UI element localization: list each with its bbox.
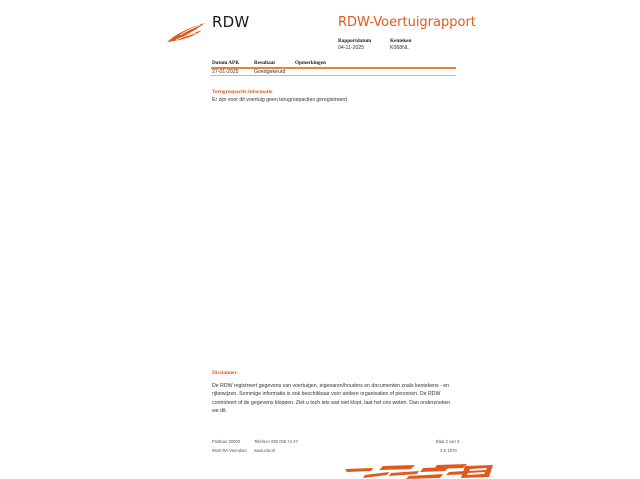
rdw-stripes-icon [345,463,495,479]
table-row-rule [211,75,456,76]
plate-label: Kenteken [390,38,412,44]
report-date-value: 04-11-2025 [338,45,365,51]
apk-column-remarks: Opmerkingen [295,60,326,66]
footer-postbus: Postbus 30000 [212,439,240,444]
footer-phone: Telefoon 088 008 74 47 [254,439,298,444]
apk-row-date: 27-01-2025 [212,69,239,75]
table-header-rule [211,67,456,69]
apk-column-date: Datum APK [212,60,240,66]
footer-code: 3 E 1070 [440,448,457,453]
footer-website: www.rdw.nl [254,448,275,453]
disclaimer-text: De RDW registreert gegevens van voertuigen, eigenaren/houders en documenten zoals kentekens - en rijbewijzen. Sommige informatie is ook beschikbaar voor andere organisaties of personen. De RDW controleert of de gegevens kloppen. Ziet u toch iets wat niet klopt, laat het ons weten. Dan onderzoeken we dit. [212,383,451,414]
footer-page-number: Blad 3 van 3 [436,439,460,444]
apk-row-result: Goedgekeurd [254,69,286,75]
report-title: RDW-Voertuigrapport [338,15,476,30]
report-date-label: Rapportdatum [338,38,372,44]
apk-column-result: Resultaat [254,60,276,66]
recall-section-title: Terugroepactie informatie [212,89,273,95]
plate-value: K068NL [390,45,409,51]
rdw-logo-icon [166,21,206,43]
recall-section-text: Er zijn voor dit voertuig geen terugroepacties geregistreerd [212,97,347,103]
logo-text: RDW [212,13,250,31]
footer-city: 9640 RA Veendam [212,448,247,453]
disclaimer-title: Disclaimer [212,370,237,376]
